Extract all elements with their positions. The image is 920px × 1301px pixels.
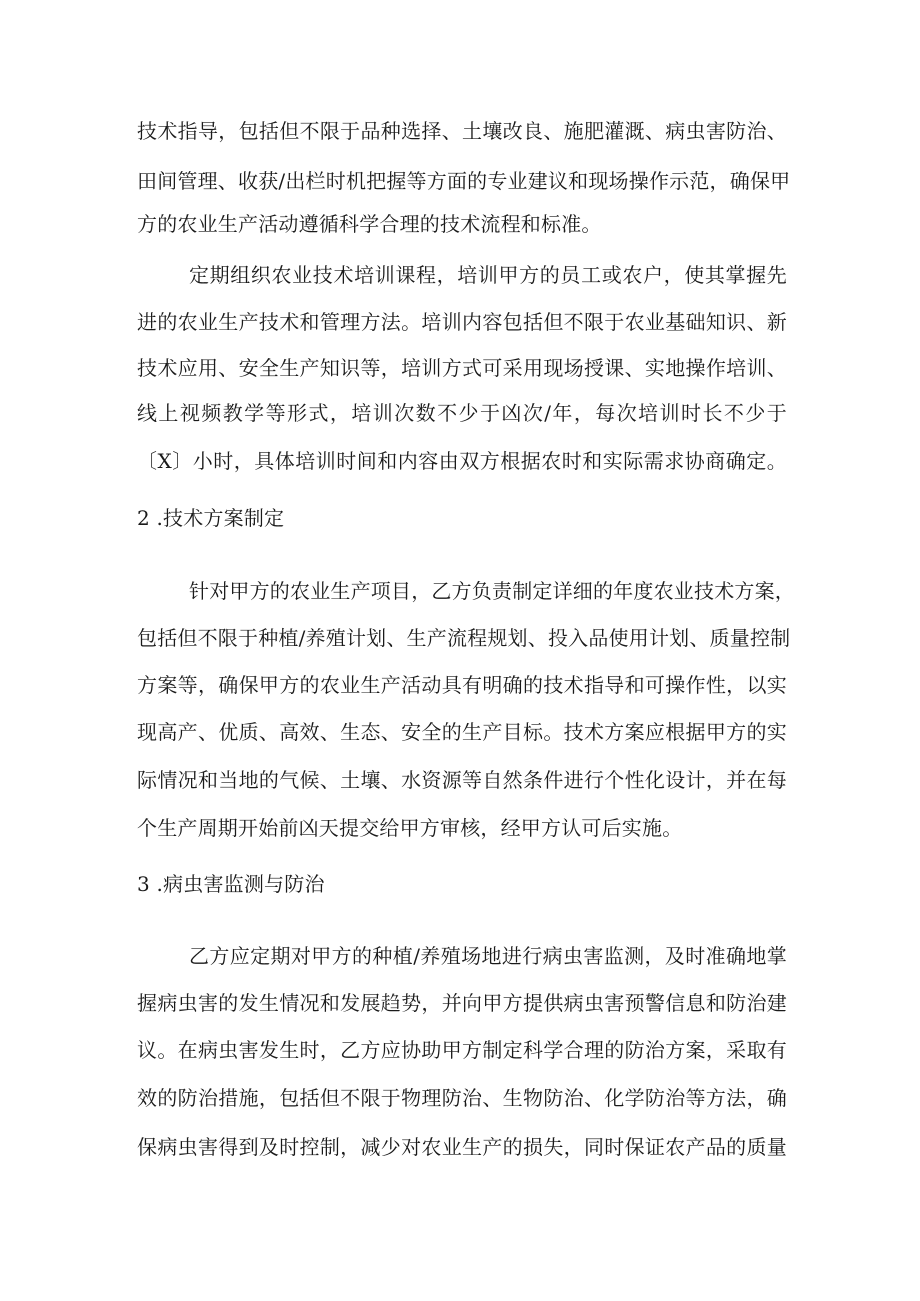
paragraph-line: 线上视频教学等形式，培训次数不少于凶次/年，每次培训时长不少于 xyxy=(137,401,787,425)
paragraph-line: 议。在病虫害发生时，乙方应协助甲方制定科学合理的防治方案，采取有 xyxy=(137,1038,787,1062)
paragraph-line: 针对甲方的农业生产项目，乙方负责制定详细的年度农业技术方案， xyxy=(189,579,795,603)
paragraph-line: 技术指导，包括但不限于品种选择、土壤改良、施肥灌溉、病虫害防治、 xyxy=(137,119,787,143)
paragraph-line: 定期组织农业技术培训课程，培训甲方的员工或农户，使其掌握先 xyxy=(189,263,787,287)
paragraph-line: 进的农业生产技术和管理方法。培训内容包括但不限于农业基础知识、新 xyxy=(137,310,787,334)
paragraph-line: 际情况和当地的气候、土壤、水资源等自然条件进行个性化设计，并在每 xyxy=(137,768,787,792)
paragraph-line: 乙方应定期对甲方的种植/养殖场地进行病虫害监测，及时准确地掌 xyxy=(189,944,787,968)
paragraph-line: 〔X〕小时，具体培训时间和内容由双方根据农时和实际需求协商确定。 xyxy=(137,449,787,473)
paragraph-line: 现高产、优质、高效、生态、安全的生产目标。技术方案应根据甲方的实 xyxy=(137,720,787,744)
section-heading: 3 .病虫害监测与防治 xyxy=(137,872,325,896)
paragraph-line: 保病虫害得到及时控制，减少对农业生产的损失，同时保证农产品的质量 xyxy=(137,1135,787,1159)
paragraph-line: 握病虫害的发生情况和发展趋势，并向甲方提供病虫害预警信息和防治建 xyxy=(137,991,787,1015)
section-heading: 2 .技术方案制定 xyxy=(137,506,285,530)
paragraph-line: 田间管理、收获/出栏时机把握等方面的专业建议和现场操作示范，确保甲 xyxy=(137,169,791,193)
paragraph-line: 个生产周期开始前凶天提交给甲方审核，经甲方认可后实施。 xyxy=(137,816,683,840)
paragraph-line: 技术应用、安全生产知识等，培训方式可采用现场授课、实地操作培训、 xyxy=(137,356,787,380)
paragraph-line: 方的农业生产活动遵循科学合理的技术流程和标准。 xyxy=(137,212,602,236)
paragraph-line: 包括但不限于种植/养殖计划、生产流程规划、投入品使用计划、质量控制 xyxy=(137,626,791,650)
paragraph-line: 效的防治措施，包括但不限于物理防治、生物防治、化学防治等方法，确 xyxy=(137,1086,787,1110)
paragraph-line: 方案等，确保甲方的农业生产活动具有明确的技术指导和可操作性，以实 xyxy=(137,673,787,697)
